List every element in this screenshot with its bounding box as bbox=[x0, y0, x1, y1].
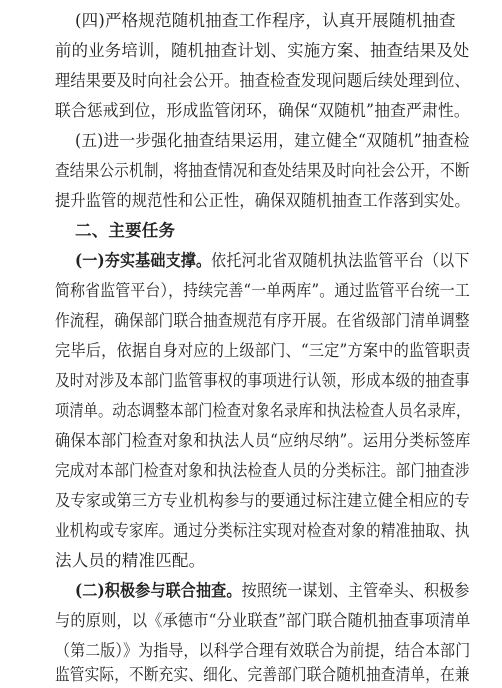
task1-line-2: 简称省监管平台），持续完善“一单两库”。通过监管平台统一工 bbox=[55, 281, 470, 300]
section-heading: 二、主要任务 bbox=[75, 221, 176, 240]
para4-line-2: 前的业务培训，随机抽查计划、实施方案、抽查结果及处 bbox=[55, 41, 470, 60]
para5-line-2: 查结果公示机制，将抽查情况和查处结果及时向社会公开，不断 bbox=[55, 161, 470, 180]
task2-line-1 bbox=[75, 578, 470, 604]
task1-line-9: 及专家或第三方专业机构参与的要通过标注建立健全相应的专 bbox=[55, 491, 470, 510]
task1-line-7: 确保本部门检查对象和执法人员“应纳尽纳”。运用分类标签库 bbox=[55, 431, 471, 450]
task2-first-line-rest: 按照统一谋划、主管牵头、积极参 bbox=[241, 581, 470, 600]
para4-line-3: 理结果要及时向社会公开。抽查检查发现问题后续处理到位、 bbox=[55, 71, 470, 90]
para4-line-1: (四)严格规范随机抽查工作程序，认真开展随机抽查 bbox=[75, 11, 456, 30]
task1-line-10: 业机构或专家库。通过分类标注实现对检查对象的精准抽取、执 bbox=[55, 521, 470, 540]
task1-first-line-rest: 依托河北省双随机执法监管平台（以下 bbox=[211, 251, 470, 270]
task1-line-6: 项清单。动态调整本部门检查对象名录库和执法检查人员名录库， bbox=[55, 401, 471, 420]
task2-heading: (二)积极参与联合抽查。 bbox=[75, 581, 242, 600]
task2-line-2: 与的原则，以《承德市“分业联查”部门联合随机抽查事项清单 bbox=[55, 611, 471, 630]
task1-line-4: 完毕后，依据自身对应的上级部门、“三定”方案中的监管职责 bbox=[55, 341, 471, 360]
para5-line-1: (五)进一步强化抽查结果运用，建立健全“双随机”抽查检 bbox=[75, 131, 470, 150]
para4-line-4: 联合惩戒到位，形成监管闭环，确保“双随机”抽查严肃性。 bbox=[55, 101, 470, 120]
task2-line-4: 监管实际，不断充实、细化、完善部门联合随机抽查清单，在兼 bbox=[55, 665, 470, 684]
para5-line-3: 提升监管的规范性和公正性，确保双随机抽查工作落到实处。 bbox=[55, 191, 470, 210]
task1-heading: (一)夯实基础支撑。 bbox=[75, 251, 212, 270]
task1-line-8: 完成对本部门检查对象和执法检查人员的分类标注。部门抽查涉 bbox=[55, 461, 470, 480]
task1-line-3: 作流程，确保部门联合抽查规范有序开展。在省级部门清单调整 bbox=[55, 311, 470, 330]
task2-line-3: （第二版）》为指导，以科学合理有效联合为前提，结合本部门 bbox=[55, 641, 471, 660]
task1-line-11: 法人员的精准匹配。 bbox=[55, 551, 206, 570]
task1-line-1 bbox=[75, 248, 470, 274]
task1-line-5: 及时对涉及本部门监管事权的事项进行认领，形成本级的抽查事 bbox=[55, 371, 470, 390]
